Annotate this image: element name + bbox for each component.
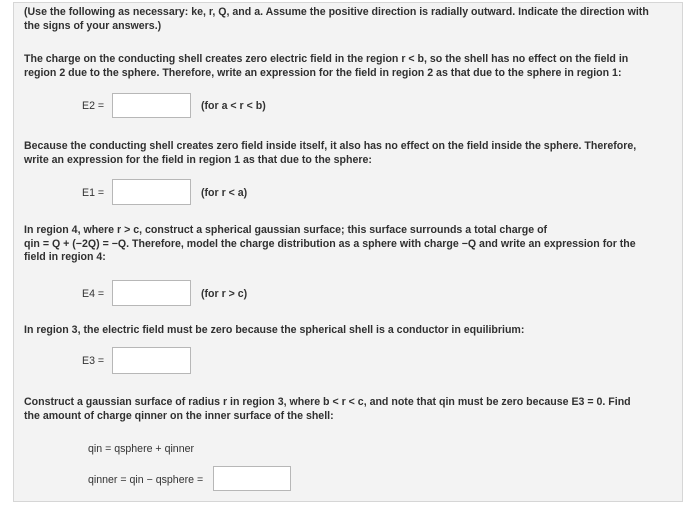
e3-answer-field[interactable] (112, 347, 191, 374)
region2-text (24, 53, 672, 80)
intro-line-1: (Use the following as necessary: ke, r, Q, and a. Assume the positive direction is radially outward. Indicate the direction with (24, 6, 649, 18)
intro-text (24, 6, 672, 33)
region1-text (24, 140, 672, 167)
e4-label: E4 = (82, 288, 105, 300)
e3-label: E3 = (82, 355, 105, 367)
region4-line-3: field in region 4: (24, 251, 106, 263)
gauss-text (24, 396, 672, 423)
region4-line-2: qin = Q + (−2Q) = −Q. Therefore, model the charge distribution as a sphere with charge −Q and write an expression for the (24, 237, 636, 250)
region2-line-2: region 2 due to the sphere. Therefore, write an expression for the field in region 2 as that due to the sphere in region 1: (24, 66, 622, 79)
region3-text (24, 324, 672, 338)
e1-range-note: (for r < a) (201, 187, 248, 199)
gauss-line-2: the amount of charge qinner on the inner surface of the shell: (24, 409, 334, 422)
e2-answer-field[interactable] (112, 93, 191, 118)
e1-label: E1 = (82, 187, 105, 199)
region4-text (24, 224, 672, 265)
e4-range-note: (for r > c) (201, 288, 248, 300)
region3-line-1: In region 3, the electric field must be zero because the spherical shell is a conductor in equilibrium: (24, 324, 525, 336)
region4-line-1: In region 4, where r > c, construct a spherical gaussian surface; this surface surrounds a total charge of (24, 224, 548, 236)
region2-line-1: The charge on the conducting shell creates zero electric field in the region r < b, so the shell has no effect on the field in (24, 53, 629, 65)
e4-answer-field[interactable] (112, 280, 191, 306)
gauss-line-1: Construct a gaussian surface of radius r in region 3, where b < r < c, and note that qin must be zero because E3 = 0. Find (24, 396, 631, 408)
region1-line-1: Because the conducting shell creates zero field inside itself, it also has no effect on the field inside the sphere. Therefore, (24, 140, 637, 152)
e2-label: E2 = (82, 100, 105, 112)
intro-line-2: the signs of your answers.) (24, 19, 162, 32)
e2-range-note: (for a < r < b) (201, 100, 266, 112)
qinner-answer-field[interactable] (213, 466, 291, 491)
region1-line-2: write an expression for the field in region 1 as that due to the sphere: (24, 153, 372, 166)
qin-equation: qin = qsphere + qinner (88, 443, 195, 455)
e1-answer-field[interactable] (112, 179, 191, 205)
qinner-label: qinner = qin − qsphere = (88, 474, 204, 486)
